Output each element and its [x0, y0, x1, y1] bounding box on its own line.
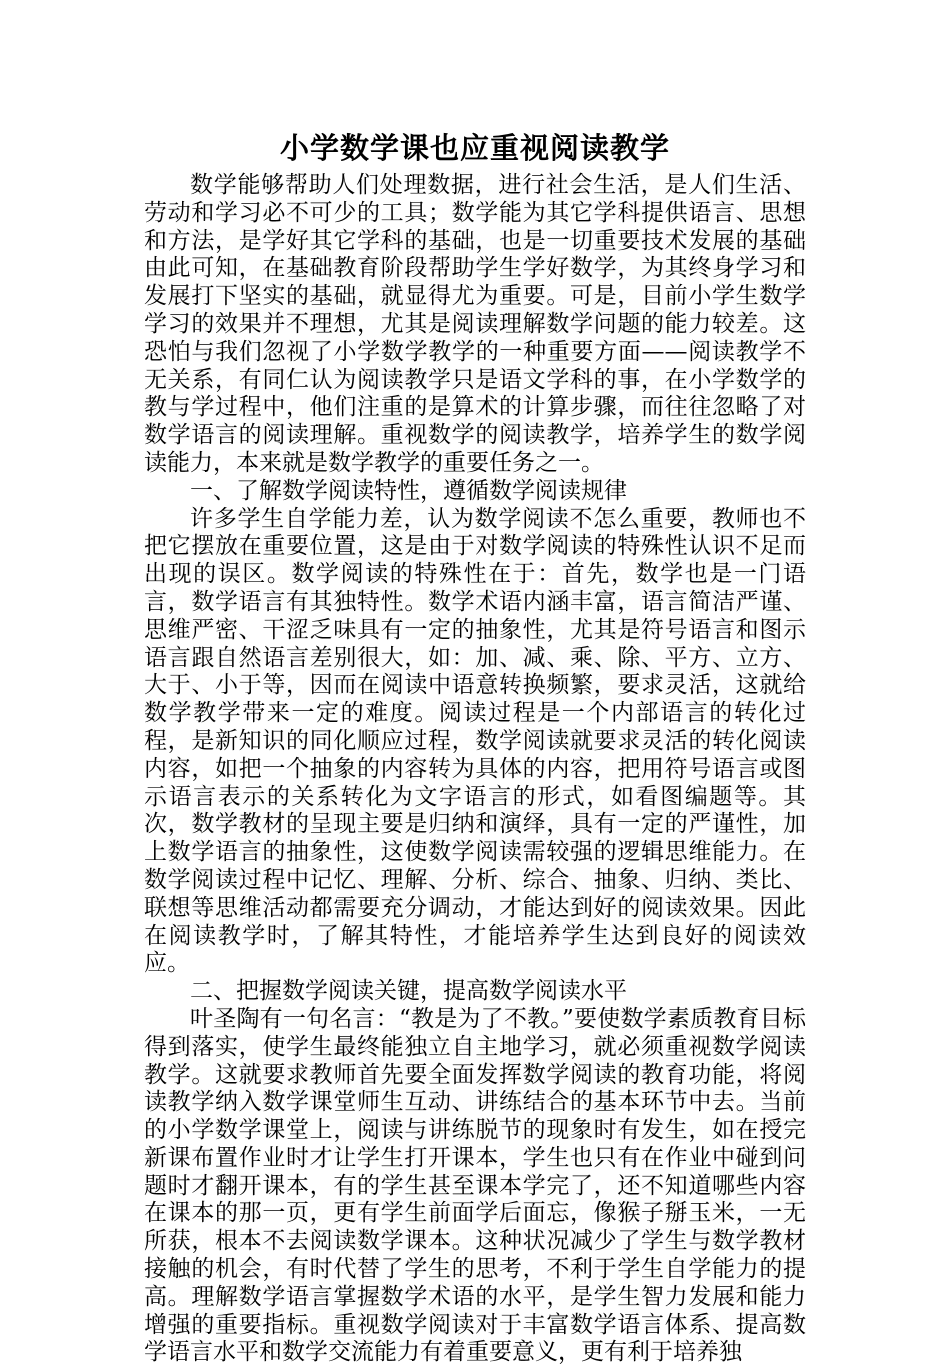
section-heading-2: 二、把握数学阅读关键，提高数学阅读水平: [190, 978, 627, 1005]
document-title: 小学数学课也应重视阅读教学: [279, 131, 670, 165]
paragraph-section-2: 叶圣陶有一句名言：“教是为了不教。”要使数学素质教育目标得到落实，使学生最终能独立自主地学习，就必须重视数学阅读教学。这就要求教师首先要全面发挥数学阅读的教育功能，将阅读教学纳入数学课堂师生互动、讲练结合的基本环节中去。当前的小学数学课堂上，阅读与讲练脱节的现象时有发生，如在授完新课布置作业时才让学生打开课本，学生也只有在作业中碰到问题时才翻开课本，有的学生甚至课本学完了，还不知道哪些内容在课本的那一页，更有学生前面学后面忘，像猴子掰玉米，一无所获，根本不去阅读数学课本。这种状况减少了学生与数学教材接触的机会，有时代替了学生的思考，不利于学生自学能力的提高。理解数学语言掌握数学术语的水平，是学生智力发展和能力增强的重要指标。重视数学阅读对于丰富数学语言体系、提高数学语言水平和数学交流能力有着重要意义，更有利于培养独: [144, 1005, 806, 1366]
document-page: [144, 128, 806, 1367]
paragraph-section-1: 许多学生自学能力差，认为数学阅读不怎么重要，教师也不把它摆放在重要位置，这是由于对数学阅读的特殊性认识不足而出现的误区。数学阅读的特殊性在于：首先，数学也是一门语言，数学语言有其独特性。数学术语内涵丰富，语言简洁严谨、思维严密、干涩乏味具有一定的抽象性，尤其是符号语言和图示语言跟自然语言差别很大，如：加、减、乘、除、平方、立方、大于、小于等，因而在阅读中语意转换频繁，要求灵活，这就给数学教学带来一定的难度。阅读过程是一个内部语言的转化过程，是新知识的同化顺应过程，数学阅读就要求灵活的转化阅读内容，如把一个抽象的内容转为具体的内容，把用符号语言或图示语言表示的关系转化为文字语言的形式，如看图编题等。其次，数学教材的呈现主要是归纳和演绎，具有一定的严谨性，加上数学语言的抽象性，这使数学阅读需较强的逻辑思维能力。在数学阅读过程中记忆、理解、分析、综合、抽象、归纳、类比、联想等思维活动都需要充分调动，才能达到好的阅读效果。因此在阅读教学时，了解其特性，才能培养学生达到良好的阅读效应。: [144, 505, 806, 977]
paragraph-intro: 数学能够帮助人们处理数据，进行社会生活，是人们生活、劳动和学习必不可少的工具；数学能为其它学科提供语言、思想和方法，是学好其它学科的基础，也是一切重要技术发展的基础由此可知，在基础教育阶段帮助学生学好数学，为其终身学习和发展打下坚实的基础，就显得尤为重要。可是，目前小学生数学学习的效果并不理想，尤其是阅读理解数学问题的能力较差。这恐怕与我们忽视了小学数学教学的一种重要方面——阅读教学不无关系，有同仁认为阅读教学只是语文学科的事，在小学数学的教与学过程中，他们注重的是算术的计算步骤，而往往忽略了对数学语言的阅读理解。重视数学的阅读教学，培养学生的数学阅读能力，本来就是数学教学的重要任务之一。: [144, 172, 806, 476]
section-heading-1: 一、了解数学阅读特性，遵循数学阅读规律: [190, 477, 627, 504]
